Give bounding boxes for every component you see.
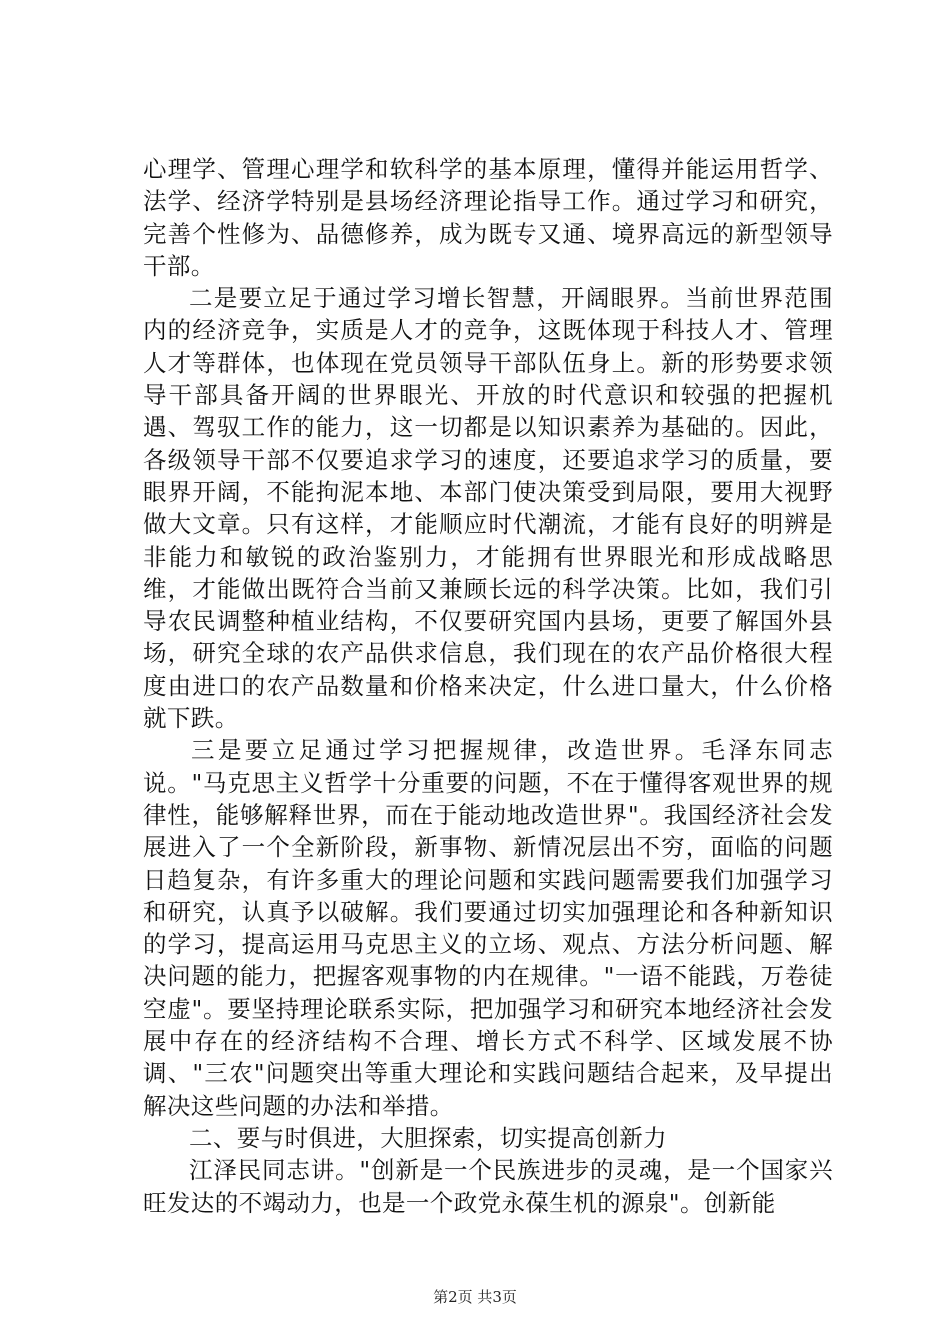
paragraph-innovation: 江泽民同志讲。"创新是一个民族进步的灵魂，是一个国家兴旺发达的不竭动力，也是一个政党永葆生机的源泉"。创新能 — [143, 1156, 833, 1217]
document-body — [143, 153, 833, 1219]
page-footer: 第2页 共3页 — [433, 1288, 517, 1306]
paragraph-point-three: 三是要立足通过学习把握规律，改造世界。毛泽东同志说。"马克思主义哲学十分重要的问题，不在于懂得客观世界的规律性，能够解释世界，而在于能动地改造世界"。我国经济社会发展进入了一个全新阶段，新事物、新情况层出不穷，面临的问题日趋复杂，有许多重大的理论问题和实践问题需要我们加强学习和研究，认真予以破解。我们要通过切实加强理论和各种新知识的学习，提高运用马克思主义的立场、观点、方法分析问题、解决问题的能力，把握客观事物的内在规律。"一语不能践，万卷徒空虚"。要坚持理论联系实际，把加强学习和研究本地经济社会发展中存在的经济结构不合理、增长方式不科学、区域发展不协调、"三农"问题突出等重大理论和实践问题结合起来，及早提出解决这些问题的办法和举措。 — [143, 736, 833, 1120]
paragraph-point-two: 二是要立足于通过学习增长智慧，开阔眼界。当前世界范围内的经济竞争，实质是人才的竞争，这既体现于科技人才、管理人才等群体，也体现在党员领导干部队伍身上。新的形势要求领导干部具备开阔的世界眼光、开放的时代意识和较强的把握机遇、驾驭工作的能力，这一切都是以知识素养为基础的。因此，各级领导干部不仅要追求学习的速度，还要追求学习的质量，要眼界开阔，不能拘泥本地、本部门使决策受到局限，要用大视野做大文章。只有这样，才能顺应时代潮流，才能有良好的明辨是非能力和敏锐的政治鉴别力，才能拥有世界眼光和形成战略思维，才能做出既符合当前又兼顾长远的科学决策。比如，我们引导农民调整种植业结构，不仅要研究国内县场，更要了解国外县场，研究全球的农产品供求信息，我们现在的农产品价格很大程度由进口的农产品数量和价格来决定，什么进口量大，什么价格就下跌。 — [143, 284, 833, 733]
paragraph-continued: 心理学、管理心理学和软科学的基本原理，懂得并能运用哲学、法学、经济学特别是县场经济理论指导工作。通过学习和研究，完善个性修为、品德修养，成为既专又通、境界高远的新型领导干部。 — [143, 155, 833, 280]
section-heading: 二、要与时俱进，大胆探索，切实提高创新力 — [189, 1123, 667, 1152]
